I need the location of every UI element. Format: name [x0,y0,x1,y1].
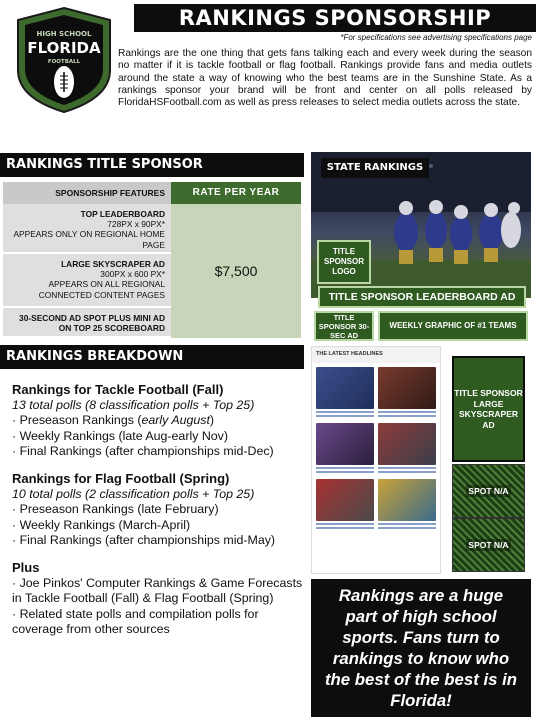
tackle-item: · Final Rankings (after championships mid-Dec) [12,444,274,459]
feature-row [3,254,171,308]
feature-title: TOP LEADERBOARD [80,209,165,219]
ad-30sec-placeholder: TITLE SPONSOR 30-SEC AD [314,311,374,341]
feature-size: 300PX x 600 PX* [100,269,165,280]
logo-text-main: FLORIDA [27,39,101,57]
flag-item: · Preseason Rankings (late February) [12,502,219,517]
logo-text-bottom: FOOTBALL [47,59,81,65]
headline-thumbnail [316,367,374,409]
headline-thumbnail [378,423,436,465]
state-rankings-label: STATE RANKINGS [321,158,429,178]
title-sponsor-logo-placeholder: TITLE SPONSOR LOGO [317,240,371,284]
spec-note: *For specifications see advertising specifications page [340,33,532,42]
leaderboard-ad-placeholder: TITLE SPONSOR LEADERBOARD AD [318,286,526,308]
spot-label: SPOT N/A [468,540,509,550]
feature-desc: APPEARS ONLY ON REGIONAL HOME PAGE [13,229,165,250]
table-header [3,182,301,204]
col-rate-header: RATE PER YEAR [171,182,301,204]
flag-title: Rankings for Flag Football (Spring) [12,470,230,486]
breakdown-heading: RANKINGS BREAKDOWN [0,345,304,369]
tackle-item-prefix: · Preseason Rankings ( [12,413,142,428]
headlines-label: THE LATEST HEADLINES [316,351,383,357]
skyscraper-ad-placeholder: TITLE SPONSOR LARGE SKYSCRAPER AD [452,356,525,462]
headline-card[interactable] [316,423,374,475]
headline-card[interactable] [378,423,436,475]
feature-size: 728PX x 90PX* [107,219,165,230]
col-features-header: SPONSORSHIP FEATURES [3,182,171,204]
tackle-item-suffix: ) [209,413,215,428]
price-cell: $7,500 [171,204,301,338]
plus-title: Plus [12,559,40,575]
plus-item: · Related state polls and compilation polls for coverage from other sources [12,606,259,637]
tackle-item: · Weekly Rankings (late Aug-early Nov) [12,428,229,443]
headline-thumbnail [316,423,374,465]
promo-quote: Rankings are a huge part of high school sports. Fans turn to rankings to know who the best of the best is in Florida! [311,579,531,717]
plus-item: · Joe Pinkos' Computer Rankings & Game Forecasts in Tackle Football (Fall) & Flag Football (Spring) [12,575,303,606]
page-title: RANKINGS SPONSORSHIP [134,4,536,32]
tackle-item [12,413,304,429]
headline-thumbnail [378,479,436,521]
headline-card[interactable] [316,479,374,531]
sponsorship-table [3,182,301,338]
spot-placeholder [452,518,525,572]
breakdown-content [12,382,304,638]
headlines-bar [312,347,440,363]
website-headlines-mockup [311,346,441,574]
headline-card[interactable] [378,367,436,419]
spot-placeholder [452,464,525,518]
weekly-graphic-placeholder: WEEKLY GRAPHIC OF #1 TEAMS [378,311,528,341]
headline-thumbnail [316,479,374,521]
feature-title: LARGE SKYSCRAPER AD [61,259,165,269]
flag-subtitle: 10 total polls (2 classification polls + Top 25) [12,486,255,501]
headline-thumbnail [378,367,436,409]
tackle-item-em: early August [141,413,210,428]
florida-hs-football-logo [14,6,114,114]
feature-row [3,204,171,254]
tackle-subtitle: 13 total polls (8 classification polls + Top 25) [12,397,255,412]
logo-text-top: HIGH SCHOOL [36,30,92,38]
feature-row [3,308,171,338]
intro-paragraph: Rankings are the one thing that gets fans talking each and every week during the season no matter if it is tackle football or flag football. Rankings provide fans and media outlets around the state a way of knowing who the best teams are in the Sunshine State. As a rankings sponsor your brand will be front and center on all polls released by FloridaHSFootball.com as well as press releases to select media outlets across the state. [118,48,532,109]
headline-card[interactable] [316,367,374,419]
feature-title: 30-SECOND AD SPOT PLUS MINI AD ON TOP 25 SCOREBOARD [19,313,165,334]
football-action-photo [311,152,531,298]
flag-item: · Weekly Rankings (March-April) [12,517,191,532]
spot-label: SPOT N/A [468,486,509,496]
feature-desc: APPEARS ON ALL REGIONAL CONNECTED CONTENT PAGES [38,279,165,300]
flag-item: · Final Rankings (after championships mid-May) [12,533,276,548]
headline-card[interactable] [378,479,436,531]
title-sponsor-heading: RANKINGS TITLE SPONSOR [0,153,304,177]
tackle-title: Rankings for Tackle Football (Fall) [12,382,224,397]
